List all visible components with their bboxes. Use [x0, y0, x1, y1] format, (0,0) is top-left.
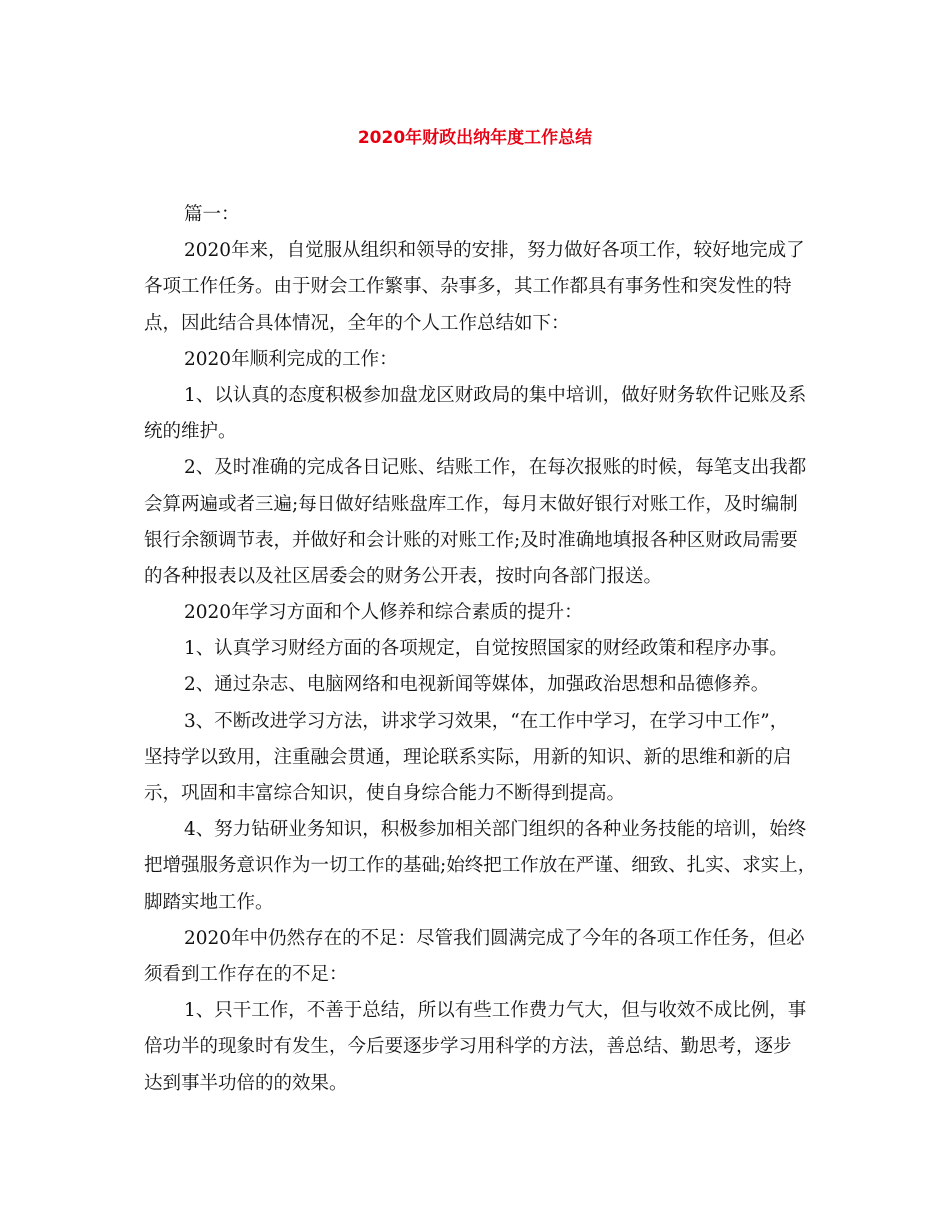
paragraph-first-line: 2、通过杂志、电脑网络和电视新闻等媒体，加强政治思想和品德修养。: [184, 674, 770, 696]
paragraph-first-line: 2、及时准确的完成各日记账、结账工作，在每次报账的时候，每笔支出我都: [184, 457, 807, 479]
paragraph-line: 银行余额调节表，并做好和会计账的对账工作;及时准确地填报各种区财政局需要: [144, 529, 798, 551]
paragraph-first-line: 1、只干工作，不善于总结，所以有些工作费力气大，但与收效不成比例，事: [184, 1000, 807, 1022]
paragraph-line: 各项工作任务。由于财会工作繁事、杂事多，其工作都具有事务性和突发性的特: [144, 276, 792, 298]
paragraph-first-line: 4、努力钻研业务知识，积极参加相关部门组织的各种业务技能的培训，始终: [184, 819, 807, 841]
paragraph-line: 倍功半的现象时有发生，今后要逐步学习用科学的方法，善总结、勤思考，逐步: [144, 1036, 792, 1058]
paragraph-first-line: 2020年来，自觉服从组织和领导的安排，努力做好各项工作，较好地完成了: [184, 240, 805, 262]
paragraph-first-line: 篇一：: [184, 204, 240, 225]
paragraph-first-line: 1、以认真的态度积极参加盘龙区财政局的集中培训，做好财务软件记账及系: [184, 384, 807, 406]
paragraph-line: 把增强服务意识作为一切工作的基础;始终把工作放在严谨、细致、扎实、求实上，: [144, 855, 817, 877]
paragraph-first-line: 2020年顺利完成的工作：: [184, 348, 398, 370]
paragraph-first-line: 2020年中仍然存在的不足：尽管我们圆满完成了今年的各项工作任务，但必: [184, 927, 805, 949]
paragraph-first-line: 2020年学习方面和个人修养和综合素质的提升：: [184, 602, 583, 624]
paragraph-line: 点，因此结合具体情况，全年的个人工作总结如下：: [144, 312, 570, 334]
paragraph-line: 脚踏实地工作。: [144, 891, 274, 913]
document-title: 2020年财政出纳年度工作总结: [357, 128, 593, 148]
paragraph-first-line: 1、认真学习财经方面的各项规定，自觉按照国家的财经政策和程序办事。: [184, 638, 788, 660]
paragraph-line: 会算两遍或者三遍;每日做好结账盘库工作，每月末做好银行对账工作，及时编制: [144, 493, 798, 515]
paragraph-line: 示，巩固和丰富综合知识，使自身综合能力不断得到提高。: [144, 783, 626, 804]
document-body: [144, 197, 824, 1102]
paragraph-first-line: 3、不断改进学习方法，讲求学习效果，“在工作中学习，在学习中工作”，: [184, 710, 789, 732]
paragraph-line: 须看到工作存在的不足：: [144, 963, 348, 985]
paragraph-line: 达到事半功倍的的效果。: [144, 1072, 348, 1094]
paragraph-line: 坚持学以致用，注重融会贯通，理论联系实际，用新的知识、新的思维和新的启: [144, 746, 792, 768]
paragraph-line: 的各种报表以及社区居委会的财务公开表，按时向各部门报送。: [144, 565, 663, 587]
paragraph-line: 统的维护。: [144, 421, 237, 443]
